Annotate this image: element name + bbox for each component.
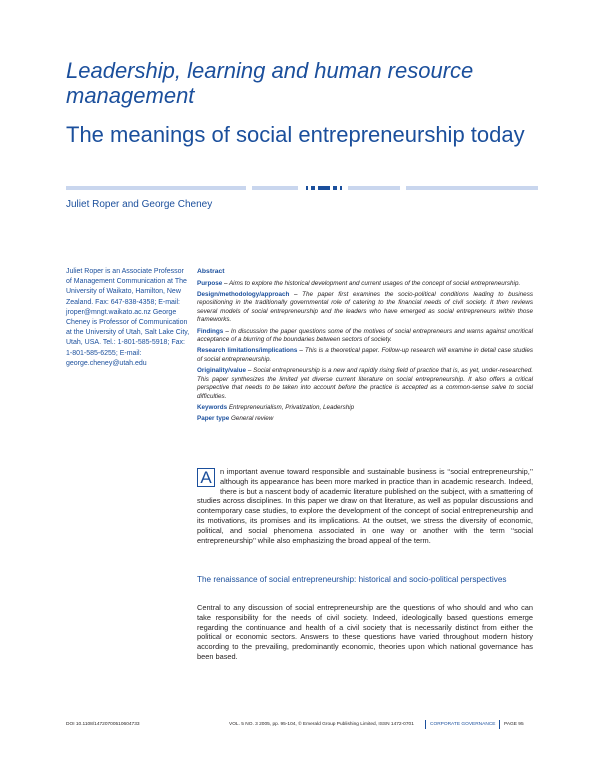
abstract-findings: Findings – In discussion the paper questions some of the motives of social entrepreneurs and warns against uncritical acceptance of a blurring of the boundaries between sectors of society. (197, 327, 533, 344)
footer-divider (425, 720, 426, 729)
footer-divider (499, 720, 500, 729)
introduction (197, 467, 533, 545)
footer-doi: DOI 10.1108/14720700510604733 (66, 722, 140, 727)
article-title: The meanings of social entrepreneurship today (66, 122, 525, 147)
abstract-limitations: Research limitations/implications – This is a theoretical paper. Follow-up research will examine in detail case studies of social entrepreneurship. (197, 347, 533, 363)
section-heading: The renaissance of social entrepreneurship: historical and socio-political perspectives (197, 575, 507, 584)
drop-cap: A (197, 468, 215, 487)
abstract-keywords: Keywords Entrepreneurialism, Privatization, Leadership (197, 403, 355, 411)
footer-citation: VOL. 5 NO. 3 2005, pp. 95-104, © Emerald Group Publishing Limited, ISSN 1472-0701 (229, 722, 414, 727)
footer-page-number: PAGE 95 (504, 722, 524, 727)
abstract-paper-type: Paper type General review (197, 414, 274, 422)
author-note: Juliet Roper is an Associate Professor of Management Communication at The University of Waikato, Hamilton, New Zealand. Fax: 647-838-4358; E-mail: jroper@mngt.waikato.ac.nz George Cheney is Professor of Communication at the University of Utah, Salt Lake City, Utah, USA. Tel.: 1-801-585-5918; Fax: 1-801-585-6255; E-mail: george.cheney@utah.edu (66, 268, 190, 367)
abstract-originality: Originality/value – Social entrepreneurship is a new and rapidly rising field of practice that is, as yet, under-researched. This paper synthesizes the limited yet diverse current literature on social entrepreneurship. It also offers a critical perspective that needs to be taken into account before the practice is accepted as a common-sense salve to social difficulties. (197, 366, 533, 400)
abstract-purpose: Purpose – Aims to explore the historical development and current usages of the concept of social entrepreneurship. (197, 279, 521, 287)
footer-journal: CORPORATE GOVERNANCE (430, 722, 496, 727)
abstract (197, 268, 533, 426)
authors: Juliet Roper and George Cheney (66, 199, 213, 210)
title-rule (66, 186, 538, 190)
abstract-heading: Abstract (197, 268, 225, 275)
section-paragraph: Central to any discussion of social entrepreneurship are the questions of who should and who can take responsibility for the needs of civil society. Indeed, ideologically based questions emerge regarding the continuance and health of a civil society that is necessarily distinct from either the political or economic sectors. Answers to these questions have varied throughout modern history according to the prevailing, predominantly economic, theories upon which national governance has been based. (197, 603, 533, 661)
intro-text: n important avenue toward responsible and sustainable business is ‘‘social entrepreneurship,’’ although its appearance has been more marked in practice than in academic research. Indeed, there is but a nascent body of academic literature published on the subject, with a smattering of studies across disciplines. In this paper we draw on that literature, as well as popular discussions and contemporary case studies, to explore the development of the concept of social entrepreneurship and its motivations, its promises and its implications. At the outset, we stress the diversity of economic, political, and social phenomena associated in one way or another with the term ‘‘social entrepreneurship’’ while also emphasizing the broad appeal of the term. (197, 467, 533, 545)
abstract-design: Design/methodology/approach – The paper first examines the socio-political conditions leading to business repositioning in the traditionally governmental role of catering to the financial needs of civil society. It then reviews several models of social entrepreneurship and the leaders who have emerged as social entrepreneurs within those frameworks. (197, 290, 533, 324)
series-title: Leadership, learning and human resource management (66, 58, 474, 108)
